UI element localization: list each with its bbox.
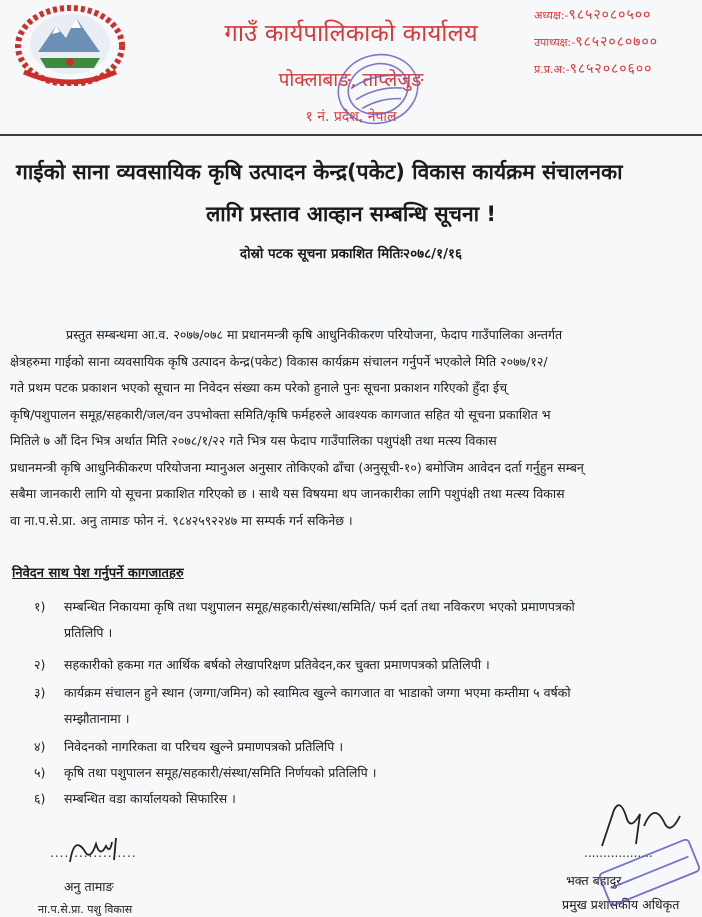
body-line: वा ना.प.से.प्रा. अनु तामाङ फोन नं. ९८४२५९२२४७ मा सम्पर्क गर्न सकिनेछ । [10, 512, 353, 528]
item-text: सम्बन्धित निकायमा कृषि तथा पशुपालन समूह/सहकारी/संस्था/समिति/ फर्म दर्ता तथा नविकरण भएको प्रमाणपत्रको [64, 599, 575, 614]
phone-label: अध्यक्ष:- [534, 9, 569, 22]
item-text-cont: प्रतिलिपि । [64, 625, 113, 640]
item-number: ५) [34, 765, 46, 780]
notice-title-line2: लागि प्रस्ताव आव्हान सम्बन्धि सूचना ! [206, 202, 496, 226]
phone-label: प्र.प्र.अ:- [534, 63, 570, 76]
notice-body [10, 322, 702, 534]
list-item [34, 760, 702, 786]
phone-label: उपाध्यक्ष:- [534, 36, 576, 49]
item-number: १) [34, 599, 46, 614]
office-stamp [326, 42, 430, 136]
enclosure-list [34, 594, 702, 812]
item-number: ३) [34, 685, 46, 700]
right-signatory-name: भक्त बहादुर [566, 873, 622, 888]
body-line: प्रधानमन्त्री कृषि आधुनिकीकरण परियोजना म्यानुअल अनुसार तोकिएको ढाँचा (अनुसूची-१०) बमोजिम आवेदन दर्ता गर्नुहुन सम्बन् [10, 459, 584, 475]
left-signature-line: .................. [50, 846, 137, 860]
right-signatory-title: प्रमुख प्रशासकीय अधिकृत [562, 897, 680, 912]
item-text-cont: सम्झौतानामा । [64, 711, 130, 726]
body-line: प्रस्तुत सम्बन्धमा आ.व. २०७७/०७८ मा प्रधानमन्त्री कृषि आधुनिकीकरण परियोजना, फेदाप गाउँपालिका अन्तर्गत [66, 327, 563, 342]
header-divider [0, 134, 702, 136]
right-signatory-stamp [588, 838, 702, 910]
office-place: पोक्लाबाङ, ताप्लेजुङ [278, 69, 424, 91]
list-item [34, 680, 702, 732]
item-text: निवेदनको नागरिकता वा परिचय खुल्ने प्रमाणपत्रको प्रतिलिपि । [64, 739, 344, 754]
body-line: सबैमा जानकारी लागि यो सूचना प्रकाशित गरिएको छ । साथै यस विषयमा थप जानकारीका लागि पशुपंक्षी तथा मत्स्य विकास [10, 486, 565, 501]
phone-list [534, 2, 658, 83]
list-item [34, 734, 702, 760]
phone-row [534, 56, 658, 83]
publish-date: दोस्रो पटक सूचना प्रकाशित मितिः२०७८/१/१६ [239, 246, 463, 262]
office-address: १ नं. प्रदेश, नेपाल [305, 109, 397, 125]
phone-number: ९८५२०८०७०० [575, 34, 659, 50]
office-title: गाउँ कार्यपालिकाको कार्यालय [224, 19, 478, 47]
item-number: ४) [34, 739, 46, 754]
list-item [34, 594, 702, 646]
left-signatory-name: अनु तामाङ [64, 879, 114, 894]
body-line: मितिले ७ औं दिन भित्र अर्थात मिति २०७८/१/२२ गते भित्र यस फेदाप गाउँपालिका पशुपंक्षी तथा मत्स्य विकास [10, 433, 497, 448]
item-text: कार्यक्रम संचालन हुने स्थान (जग्गा/जमिन) को स्वामित्व खुल्ने कागजात वा भाडाको जग्गा भएमा कम्तीमा ५ वर्षको [64, 685, 571, 700]
item-text: सम्बन्धित वडा कार्यालयको सिफारिस । [64, 791, 236, 806]
item-text: सहकारीको हकमा गत आर्थिक बर्षको लेखापरिक्षण प्रतिवेदन,कर चुक्ता प्रमाणपत्रको प्रतिलिपी । [64, 657, 490, 672]
body-line: गते प्रथम पटक प्रकाशन भएको सूचान मा निवेदन संख्या कम परेको हुनाले पुनः सूचना प्रकाशन गरिएको हुँदा ईच् [10, 380, 508, 395]
body-line: कृषि/पशुपालन समूह/सहकारी/जल/वन उपभोक्ता समिति/कृषि फर्महरुले आवश्यक कागजात सहित यो सूचना प्रकाशित भ [10, 406, 551, 422]
phone-row [534, 29, 658, 56]
phone-row [534, 2, 658, 29]
item-text: कृषि तथा पशुपालन समूह/सहकारी/संस्था/समिति निर्णयको प्रतिलिपि । [64, 765, 377, 780]
notice-title-line1: गाईको साना व्यवसायिक कृषि उत्पादन केन्द्र(पकेट) विकास कार्यक्रम संचालनका [16, 160, 623, 184]
item-number: २) [34, 657, 46, 672]
phone-number: ९८५२०८०६०० [569, 61, 653, 77]
phone-number: ९८५२०८०५०० [568, 7, 652, 23]
list-item [34, 652, 702, 678]
right-signature-line: .................. [584, 846, 653, 860]
item-number: ६) [34, 791, 46, 806]
body-line: क्षेत्रहरुमा गाईको साना व्यवसायिक कृषि उत्पादन केन्द्र(पकेट) विकास कार्यक्रम संचालन गर्नुपर्ने भएकोले मिति २०७७/१२/ [10, 353, 548, 369]
enclosures-heading: निवेदन साथ पेश गर्नुपर्ने कागजातहरु [12, 566, 184, 581]
left-signatory-title: ना.प.से.प्रा. पशु विकास [38, 903, 133, 916]
